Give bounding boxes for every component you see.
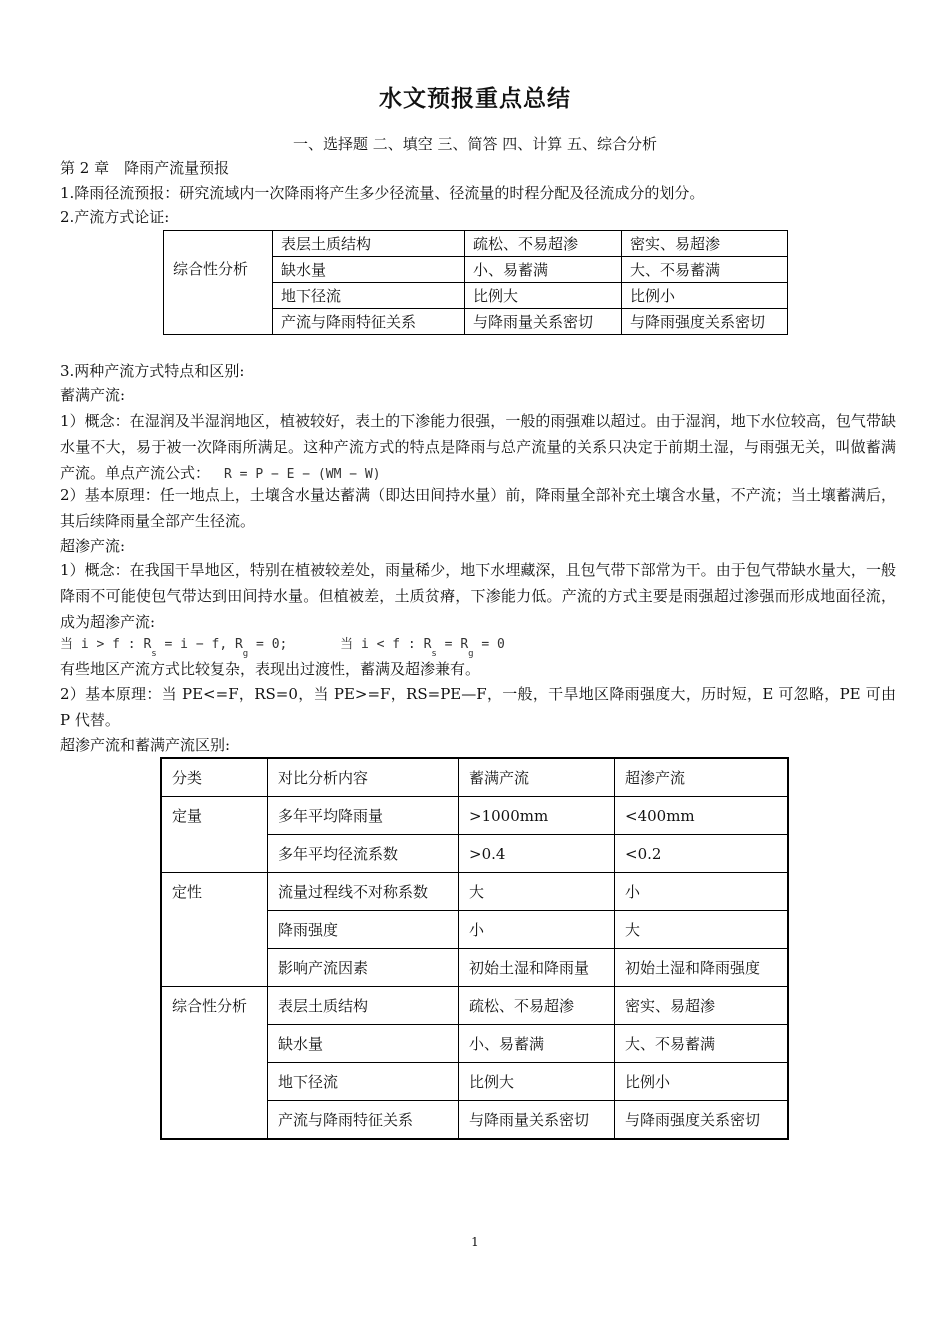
table-cell: 地下径流 (268, 1063, 459, 1101)
table-row (161, 987, 788, 1025)
mixed-note: 有些地区产流方式比较复杂，表现出过渡性，蓄满及超渗兼有。 (60, 660, 481, 678)
storage-concept-text: 1）概念：在湿润及半湿润地区，植被较好，表土的下渗能力很强，一般的雨强难以超过。由于湿润，地下水位较高，包气带缺水量不大，易于被一次降雨所满足。这种产流方式的特点是降雨与总产流量的关系只决定于前期土湿，与雨强无关，叫做蓄满产流。单点产流公式： (60, 412, 896, 482)
table-cell: 疏松、不易超渗 (459, 987, 615, 1025)
table-cell: 影响产流因素 (268, 949, 459, 987)
item-1: 1.降雨径流预报：研究流域内一次降雨将产生多少径流量、径流量的时程分配及径流成分的划分。 (60, 184, 705, 202)
table-row (161, 873, 788, 911)
table-cell: 初始土湿和降雨量 (459, 949, 615, 987)
table-cell: 多年平均降雨量 (268, 797, 459, 835)
table-header-row (161, 758, 788, 797)
table-cell: 流量过程线不对称系数 (268, 873, 459, 911)
storage-heading: 蓄满产流: (60, 386, 126, 404)
formula-b-part2: = R (436, 637, 469, 652)
storage-principle: 2）基本原理：任一地点上，土壤含水量达蓄满（即达田间持水量）前，降雨量全部补充土壤含水量，不产流；当土壤蓄满后，其后续降雨量全部产生径流。 (60, 486, 896, 530)
infiltration-formula (60, 632, 896, 657)
chapter-heading: 第 2 章 降雨产流量预报 (60, 159, 230, 177)
formula-a (60, 637, 288, 659)
formula-a-part1: 当 i > f : R (60, 637, 152, 652)
subscript-g: g (242, 649, 249, 659)
category-cell: 综合性分析 (161, 987, 268, 1140)
formula-a-part2: = i − f, R (156, 637, 243, 652)
formula-b-part3: = 0 (473, 637, 505, 652)
table-cell: 大 (615, 911, 789, 949)
table1-cell: 疏松、不易超渗 (465, 231, 622, 257)
table-cell: 小、易蓄满 (459, 1025, 615, 1063)
table-cell: 比例小 (615, 1063, 789, 1101)
formula-b-part1: 当 i < f : R (340, 637, 432, 652)
table-cell: 大、不易蓄满 (615, 1025, 789, 1063)
table-cell: 产流与降雨特征关系 (268, 1101, 459, 1140)
storage-formula: R = P − E − (WM − W) (224, 467, 381, 482)
question-types: 一、选择题 二、填空 三、简答 四、计算 五、综合分析 (292, 135, 658, 153)
table-cell: >1000mm (459, 797, 615, 835)
table1-cell: 缺水量 (273, 257, 465, 283)
subscript-s: s (431, 649, 437, 659)
table-cell: 表层土质结构 (268, 987, 459, 1025)
item-2: 2.产流方式论证: (60, 208, 170, 226)
table1-cell: 小、易蓄满 (465, 257, 622, 283)
table-row (161, 797, 788, 835)
formula-a-part3: = 0; (248, 637, 288, 652)
page-number: 1 (471, 1235, 479, 1249)
table1-cell: 表层土质结构 (273, 231, 465, 257)
table-cell: 多年平均径流系数 (268, 835, 459, 873)
item-3: 3.两种产流方式特点和区别: (60, 362, 245, 380)
table-cell: 缺水量 (268, 1025, 459, 1063)
runoff-table-small (163, 230, 788, 335)
table-cell: 降雨强度 (268, 911, 459, 949)
infiltration-heading: 超渗产流: (60, 537, 126, 555)
table1-cell: 与降雨强度关系密切 (622, 309, 788, 335)
table-cell: 初始土湿和降雨强度 (615, 949, 789, 987)
table-cell: 小 (615, 873, 789, 911)
subscript-s: s (151, 649, 157, 659)
table-cell: 大 (459, 873, 615, 911)
infiltration-concept: 1）概念：在我国干旱地区，特别在植被较差处，雨量稀少，地下水埋藏深，且包气带下部常为干。由于包气带缺水量大，一般降雨不可能使包气带达到田间持水量。但植被差，土质贫瘠，下渗能力低。产流的方式主要是雨强超过渗强而形成地面径流，成为超渗产流: (60, 561, 896, 631)
table1-cell: 大、不易蓄满 (622, 257, 788, 283)
comparison-table (160, 757, 789, 1140)
table1-category: 综合性分析 (173, 260, 249, 278)
table1-cell: 比例小 (622, 283, 788, 309)
infiltration-principle: 2）基本原理：当 PE<=F，RS=0，当 PE>=F，RS=PE—F，一般，干旱地区降雨强度大，历时短，E 可忽略，PE 可由 P 代替。 (60, 685, 896, 729)
table-cell: 比例大 (459, 1063, 615, 1101)
table1-cell: 密实、易超渗 (622, 231, 788, 257)
table1-category-spacer (164, 283, 273, 335)
subscript-g: g (468, 649, 474, 659)
header-cell: 分类 (161, 758, 268, 797)
table-cell: 与降雨强度关系密切 (615, 1101, 789, 1140)
category-cell: 定性 (161, 873, 268, 987)
table-cell: 小 (459, 911, 615, 949)
formula-b (340, 637, 505, 659)
difference-heading: 超渗产流和蓄满产流区别: (60, 736, 231, 754)
table1-cell: 产流与降雨特征关系 (273, 309, 465, 335)
category-cell: 定量 (161, 797, 268, 873)
table-cell: 密实、易超渗 (615, 987, 789, 1025)
table-cell: <400mm (615, 797, 789, 835)
header-cell: 超渗产流 (615, 758, 789, 797)
document-title: 水文预报重点总结 (379, 85, 571, 112)
table-cell: >0.4 (459, 835, 615, 873)
storage-concept (60, 408, 896, 488)
header-cell: 蓄满产流 (459, 758, 615, 797)
table1-cell: 地下径流 (273, 283, 465, 309)
table1-cell: 比例大 (465, 283, 622, 309)
table-cell: <0.2 (615, 835, 789, 873)
table1-cell: 与降雨量关系密切 (465, 309, 622, 335)
table-cell: 与降雨量关系密切 (459, 1101, 615, 1140)
header-cell: 对比分析内容 (268, 758, 459, 797)
